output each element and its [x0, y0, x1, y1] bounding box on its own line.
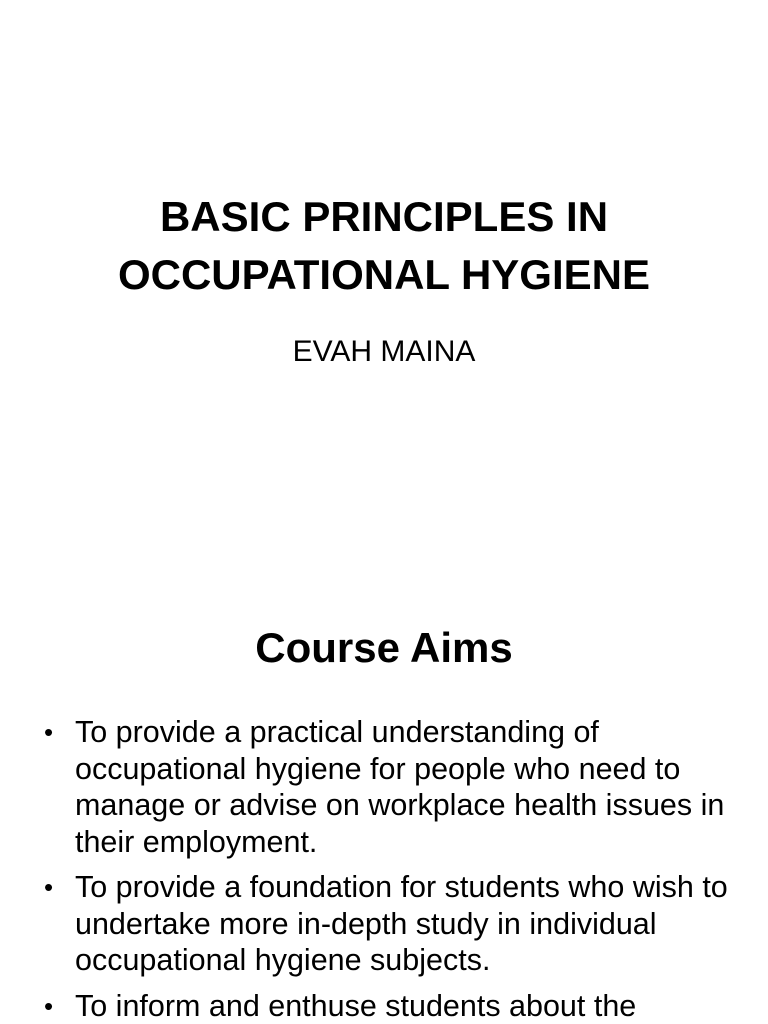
- bullet-dot-icon: •: [44, 990, 54, 1021]
- author-name: EVAH MAINA: [292, 335, 476, 368]
- bullet-text: To inform and enthuse students about the: [75, 988, 637, 1023]
- aims-bullet-list: [0, 714, 768, 1024]
- bullet-text: To provide a practical understanding of occupational hygiene for people who need to manage or advise on workplace health issues in their employment.: [75, 715, 725, 859]
- bullet-item-1: [0, 714, 768, 860]
- title-line-1: BASIC PRINCIPLES IN: [159, 193, 609, 240]
- bullet-item-3: [0, 988, 768, 1024]
- bullet-dot-icon: •: [44, 872, 54, 902]
- slide-heading: Course Aims: [255, 624, 513, 671]
- bullet-dot-icon: •: [44, 717, 54, 747]
- bullet-item-2: [0, 869, 768, 979]
- title-line-2: OCCUPATIONAL HYGIENE: [117, 251, 651, 298]
- presentation-title: [0, 188, 768, 304]
- course-aims-slide: [0, 576, 768, 1024]
- bullet-text: To provide a foundation for students who wish to undertake more in-depth study in individual occupational hygiene subjects.: [75, 870, 728, 977]
